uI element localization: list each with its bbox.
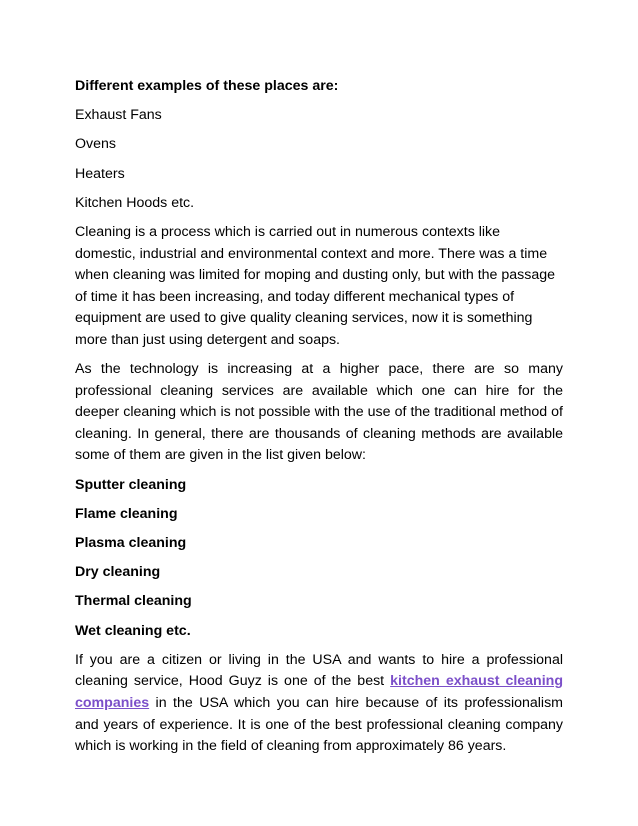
hood-guyz-paragraph [75,650,563,758]
kitchen-exhaust-cleaning-link[interactable]: kitchen exhaust cleaning companies [75,673,564,711]
place-item-ovens: Ovens [75,136,117,153]
place-item-kitchen-hoods: Kitchen Hoods etc. [75,194,195,211]
technology-paragraph: As the technology is increasing at a higher pace, there are so many professional cleaning services are available which one can hire for the deeper cleaning which is not possible with the use of the traditional method of cleaning. In general, there are thousands of cleaning methods are available some of them are given in the list given below: [75,361,563,464]
document-page [75,76,563,765]
method-item-wet: Wet cleaning etc. [75,622,191,639]
hood-guyz-text-after: in the USA which you can hire because of its professionalism and years of experience. It is one of the best professional cleaning company which is working in the field of cleaning from approximately 86 years. [75,694,563,755]
hood-guyz-text-before: If you are a citizen or living in the USA and wants to hire a professional cleaning service, Hood Guyz is one of the best [75,651,563,690]
place-item-heaters: Heaters [75,165,125,182]
method-item-sputter: Sputter cleaning [75,476,187,493]
places-heading: Different examples of these places are: [75,78,339,94]
method-item-thermal: Thermal cleaning [75,593,192,610]
cleaning-intro-paragraph: Cleaning is a process which is carried out in numerous contexts like domestic, industrial and environmental context and more. There was a time when cleaning was limited for moping and dusting only, but with the passage of time it has been increasing, and today different mechanical types of equipment are used to give quality cleaning services, now it is something more than just using detergent and soaps. [75,223,556,348]
method-item-plasma: Plasma cleaning [75,535,187,552]
method-item-dry: Dry cleaning [75,564,161,581]
method-item-flame: Flame cleaning [75,505,178,522]
place-item-exhaust-fans: Exhaust Fans [75,107,162,124]
